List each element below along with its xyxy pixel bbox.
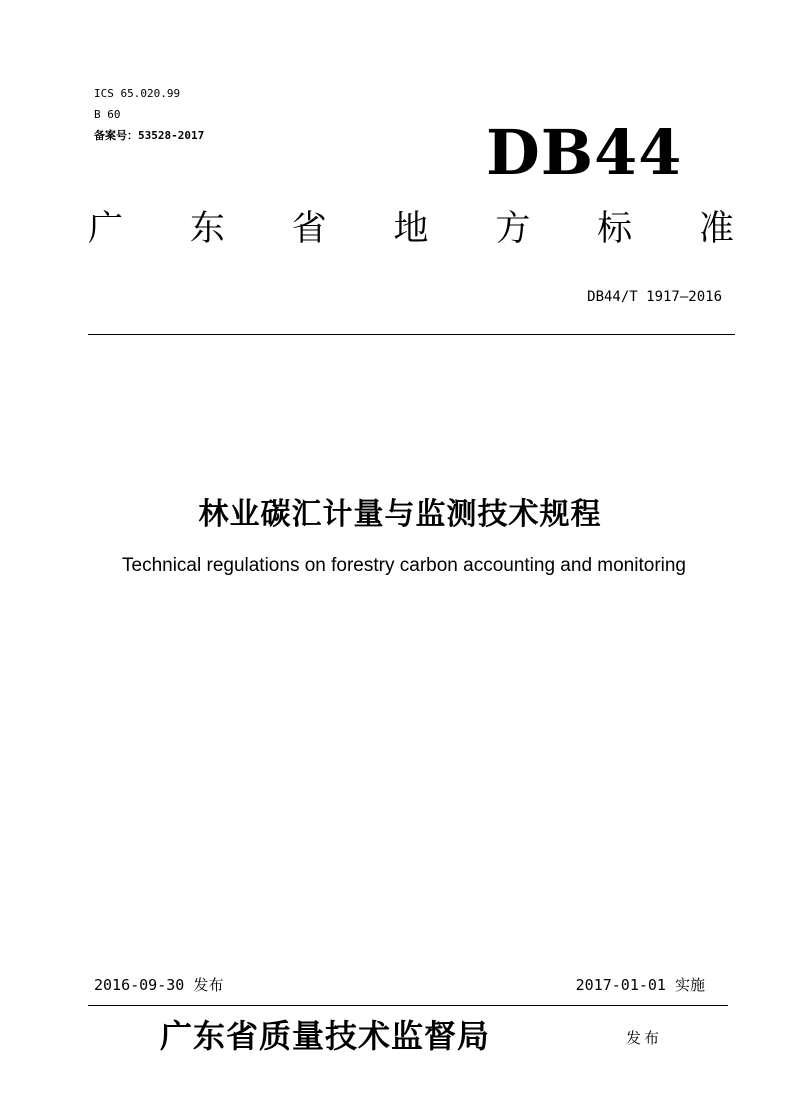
bottom-divider	[88, 1005, 728, 1006]
standard-type-char: 方	[495, 209, 531, 249]
issue-date: 2016-09-30 发布	[94, 976, 224, 994]
standard-type-char: 东	[189, 209, 225, 249]
standard-type-heading	[88, 207, 734, 251]
standard-type-char: 准	[698, 209, 734, 249]
ics-code: ICS 65.020.99	[94, 87, 181, 100]
standard-type-char: 标	[597, 209, 633, 249]
top-divider	[88, 334, 735, 335]
standard-type-char: 地	[393, 209, 429, 249]
standard-type-char: 省	[291, 209, 327, 249]
issue-action: 发布	[626, 1029, 663, 1047]
record-number: 备案号：53528-2017	[94, 129, 205, 142]
standard-type-char: 广	[88, 209, 124, 249]
classification-code: B 60	[94, 108, 121, 121]
standard-mark: DB44	[486, 116, 683, 189]
document-title-chinese: 林业碳汇计量与监测技术规程	[198, 497, 602, 532]
implementation-date: 2017-01-01 实施	[575, 976, 705, 994]
issuing-authority: 广东省质量技术监督局	[160, 1017, 491, 1055]
document-title-english: Technical regulations on forestry carbon accounting and monitoring	[122, 555, 686, 576]
standard-number: DB44/T 1917—2016	[587, 289, 722, 305]
